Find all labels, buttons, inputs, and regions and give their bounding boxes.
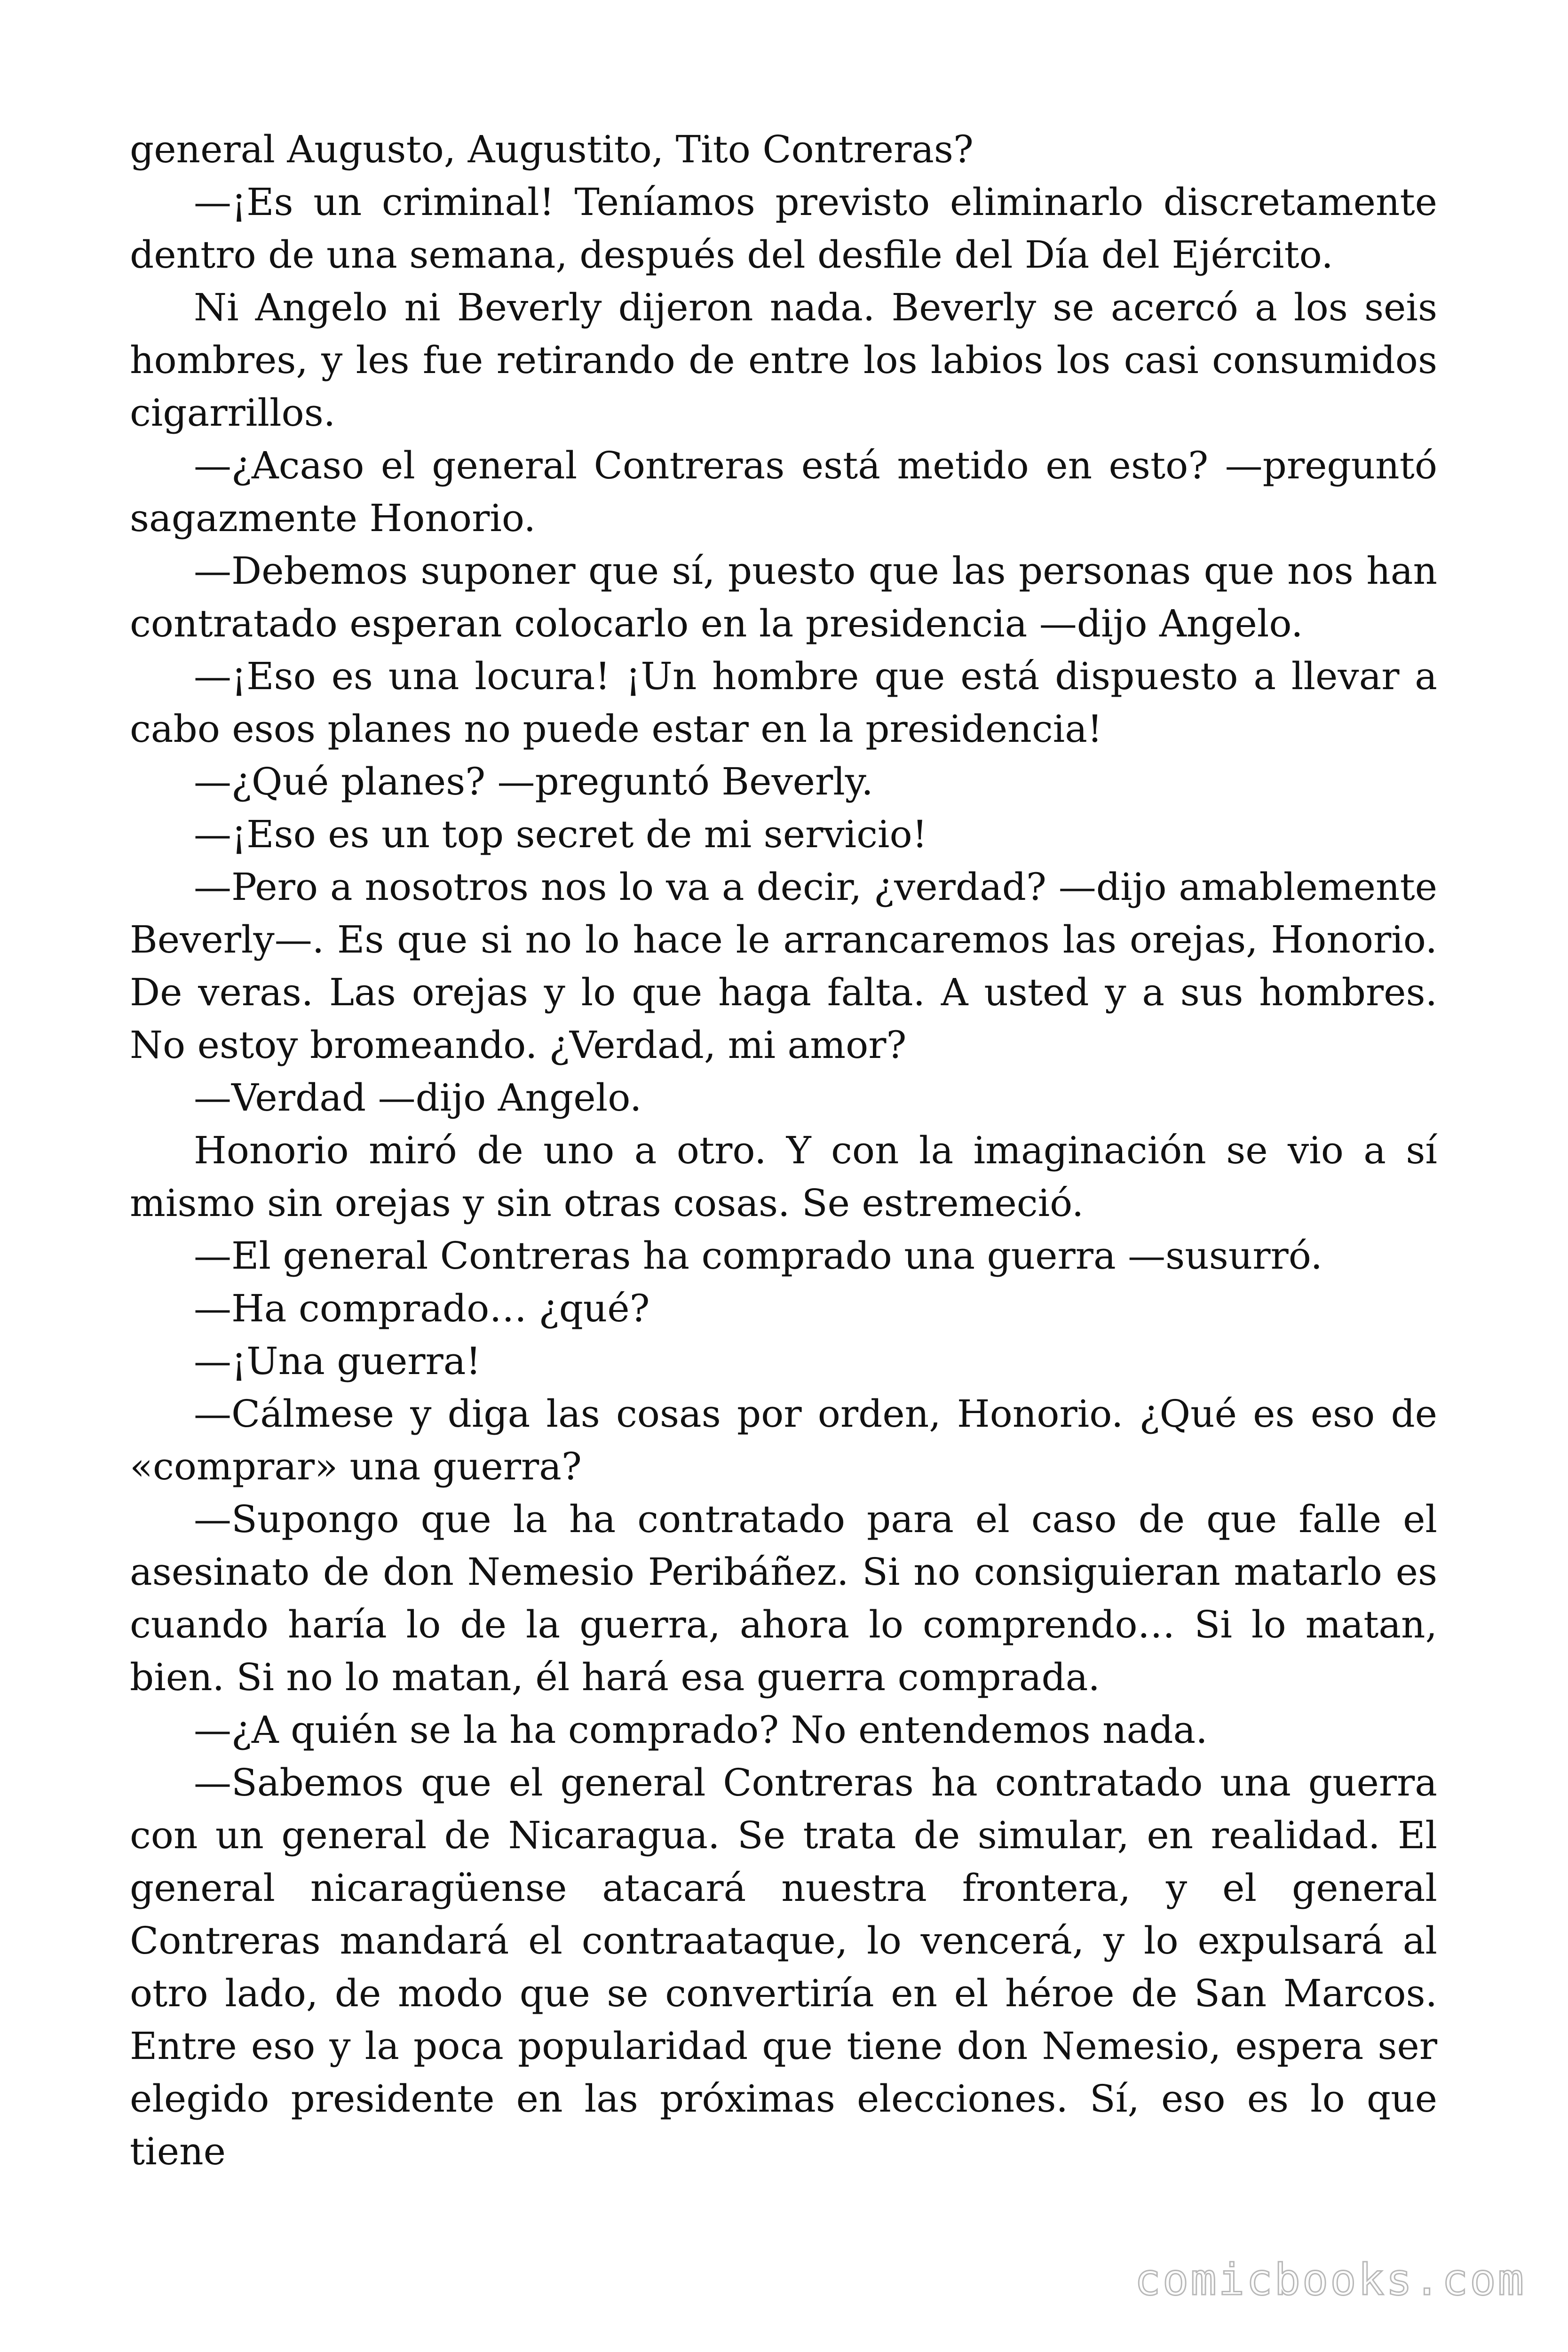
paragraph: —¡Eso es un top secret de mi servicio!: [194, 812, 927, 856]
paragraph: —Supongo que la ha contratado para el caso de que falle el asesinato de don Nemesio Peribáñez. Si no consiguieran matarlo es cuando haría lo de la guerra, ahora lo comprendo… Si lo matan, bien. Si no lo matan, él hará esa guerra comprada.: [130, 1497, 1437, 1699]
paragraph: —¿Acaso el general Contreras está metido en esto? —preguntó sagazmente Honorio.: [130, 444, 1437, 540]
paragraph: Honorio miró de uno a otro. Y con la imaginación se vio a sí mismo sin orejas y sin otras cosas. Se estremeció.: [130, 1128, 1437, 1225]
paragraph: —Verdad —dijo Angelo.: [194, 1076, 642, 1120]
paragraph: general Augusto, Augustito, Tito Contreras?: [130, 127, 974, 171]
paragraph: —Ha comprado… ¿qué?: [194, 1287, 650, 1330]
book-page-body: [130, 123, 1437, 2178]
paragraph: —Debemos suponer que sí, puesto que las personas que nos han contratado esperan colocarlo en la presidencia —dijo Angelo.: [130, 549, 1437, 645]
paragraph: —¿A quién se la ha comprado? No entendemos nada.: [194, 1708, 1208, 1752]
watermark: comicbooks.com: [1134, 2255, 1526, 2305]
paragraph: —Pero a nosotros nos lo va a decir, ¿verdad? —dijo amablemente Beverly—. Es que si no lo hace le arrancaremos las orejas, Honorio. De veras. Las orejas y lo que haga falta. A usted y a sus hombres. No estoy bromeando. ¿Verdad, mi amor?: [130, 865, 1437, 1067]
paragraph: —El general Contreras ha comprado una guerra —susurró.: [194, 1234, 1323, 1278]
paragraph: —Cálmese y diga las cosas por orden, Honorio. ¿Qué es eso de «comprar» una guerra?: [130, 1392, 1437, 1488]
paragraph: —¿Qué planes? —preguntó Beverly.: [194, 760, 873, 803]
paragraph: —¡Eso es una locura! ¡Un hombre que está dispuesto a llevar a cabo esos planes no puede estar en la presidencia!: [130, 654, 1437, 751]
paragraph: —¡Es un criminal! Teníamos previsto eliminarlo discretamente dentro de una semana, después del desfile del Día del Ejército.: [130, 180, 1437, 277]
paragraph: Ni Angelo ni Beverly dijeron nada. Beverly se acercó a los seis hombres, y les fue retirando de entre los labios los casi consumidos cigarrillos.: [130, 286, 1437, 435]
paragraph: —¡Una guerra!: [194, 1339, 481, 1383]
paragraph: —Sabemos que el general Contreras ha contratado una guerra con un general de Nicaragua. Se trata de simular, en realidad. El general nicaragüense atacará nuestra frontera, y el general Contreras mandará el contraataque, lo vencerá, y lo expulsará al otro lado, de modo que se convertiría en el héroe de San Marcos. Entre eso y la poca popularidad que tiene don Nemesio, espera ser elegido presidente en las próximas elecciones. Sí, eso es lo que tiene: [130, 1761, 1437, 2173]
